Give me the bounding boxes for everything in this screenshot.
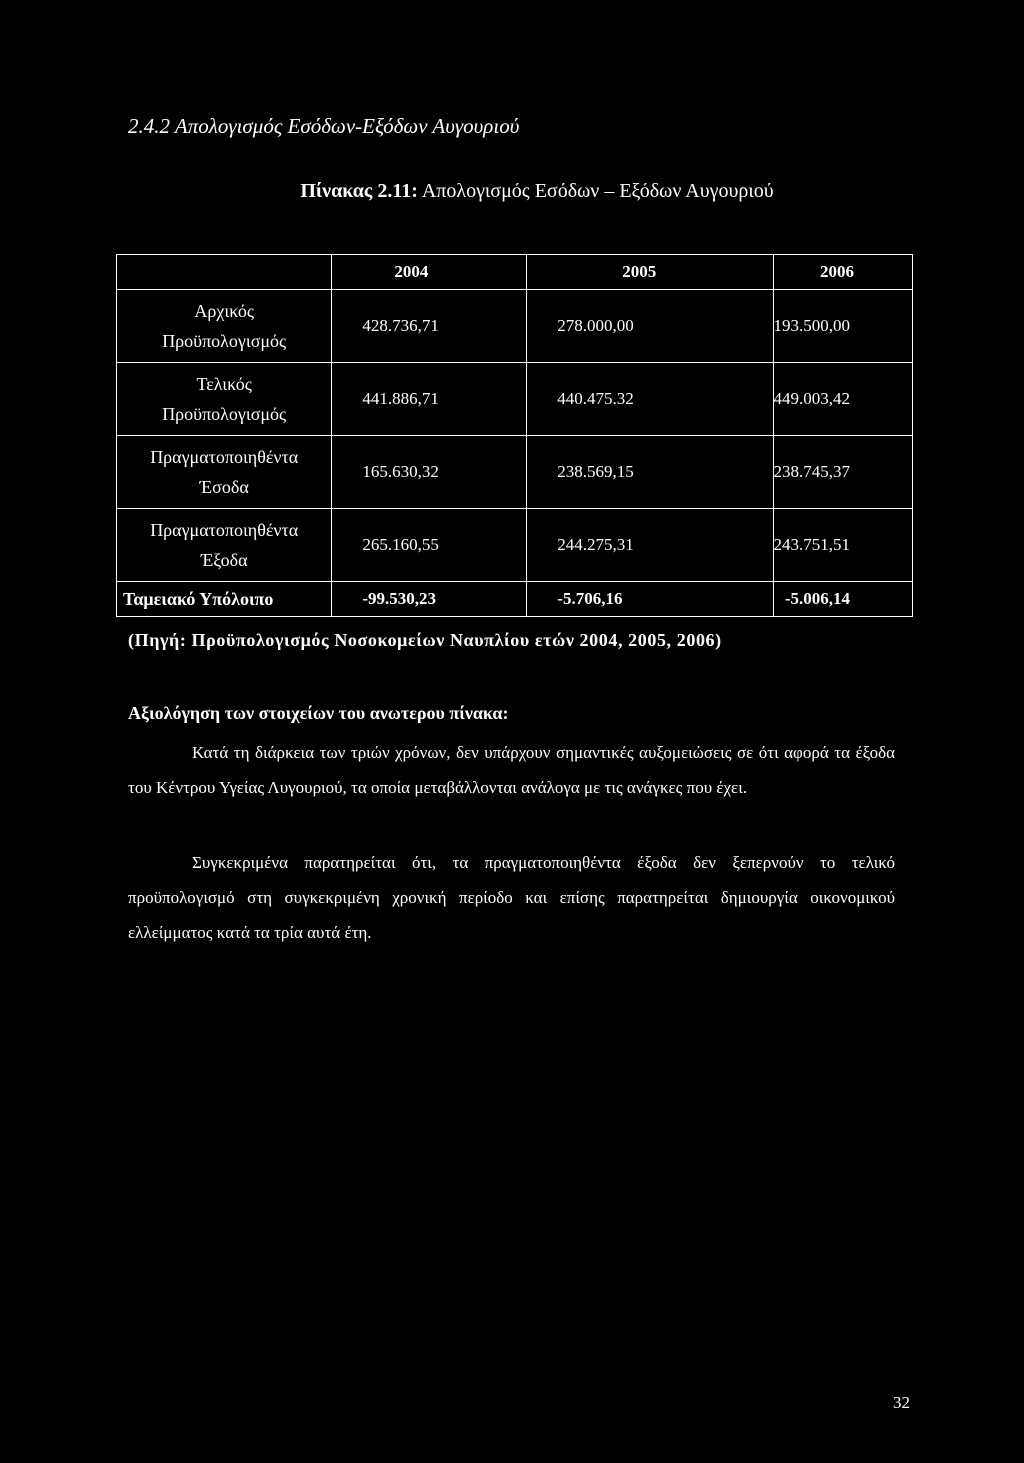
table-row	[117, 436, 913, 509]
cell-2004: 165.630,32	[332, 436, 527, 509]
row-label-line2: Έσοδα	[199, 477, 249, 497]
row-label-line2: Προϋπολογισμός	[162, 331, 287, 351]
table-header-row	[117, 255, 913, 290]
cell-2006: 449.003,42	[773, 363, 913, 436]
table-caption	[0, 180, 1024, 203]
table-source: (Πηγή: Προϋπολογισμός Νοσοκομείων Ναυπλίου ετών 2004, 2005, 2006)	[128, 630, 722, 650]
total-cell-2005: -5.706,16	[527, 582, 773, 617]
row-label-line1: Πραγματοποιηθέντα	[150, 520, 299, 540]
row-label-line1: Τελικός	[196, 374, 252, 394]
cell-2005: 440.475.32	[527, 363, 773, 436]
row-label	[117, 363, 332, 436]
row-label	[117, 436, 332, 509]
cell-2004: 428.736,71	[332, 290, 527, 363]
cell-2005: 238.569,15	[527, 436, 773, 509]
cell-2004: 441.886,71	[332, 363, 527, 436]
row-label-line1: Αρχικός	[194, 301, 254, 321]
cell-2006: 243.751,51	[773, 509, 913, 582]
header-year-2006: 2006	[773, 255, 913, 290]
evaluation-heading: Αξιολόγηση των στοιχείων του ανωτερου πίνακα:	[128, 703, 509, 723]
row-label-line2: Προϋπολογισμός	[162, 404, 287, 424]
page-number: 32	[893, 1393, 910, 1412]
header-blank-cell	[117, 255, 332, 290]
budget-table	[116, 254, 913, 617]
header-year-2004: 2004	[332, 255, 527, 290]
table-total-row	[117, 582, 913, 617]
cell-2006: 193.500,00	[773, 290, 913, 363]
table-row	[117, 363, 913, 436]
header-year-2005: 2005	[527, 255, 773, 290]
row-label-line1: Πραγματοποιηθέντα	[150, 447, 299, 467]
cell-2005: 278.000,00	[527, 290, 773, 363]
total-cell-2006: -5.006,14	[773, 582, 913, 617]
table-caption-label: Πίνακας 2.11:	[300, 180, 418, 202]
section-heading: 2.4.2 Απολογισμός Εσόδων-Εξόδων Αυγουριού	[128, 114, 520, 138]
cell-2004: 265.160,55	[332, 509, 527, 582]
cell-2006: 238.745,37	[773, 436, 913, 509]
cell-2005: 244.275,31	[527, 509, 773, 582]
total-cell-2004: -99.530,23	[332, 582, 527, 617]
total-row-label: Ταμειακό Υπόλοιπο	[117, 582, 332, 617]
table-row	[117, 509, 913, 582]
paragraph-1: Κατά τη διάρκεια των τριών χρόνων, δεν υπάρχουν σημαντικές αυξομειώσεις σε ότι αφορά τα έξοδα του Κέντρου Υγείας Λυγουριού, τα οποία μεταβάλλονται ανάλογα με τις ανάγκες που έχει.	[128, 743, 895, 797]
paragraph-2: Συγκεκριμένα παρατηρείται ότι, τα πραγματοποιηθέντα έξοδα δεν ξεπερνούν το τελικό προϋπολογισμό στη συγκεκριμένη χρονική περίοδο και επίσης παρατηρείται δημιουργία οικονομικού ελλείμματος κατά τα τρία αυτά έτη.	[128, 853, 895, 942]
row-label	[117, 509, 332, 582]
row-label	[117, 290, 332, 363]
table-caption-text: Απολογισμός Εσόδων – Εξόδων Αυγουριού	[421, 180, 774, 202]
row-label-line2: Έξοδα	[200, 550, 248, 570]
table-row	[117, 290, 913, 363]
